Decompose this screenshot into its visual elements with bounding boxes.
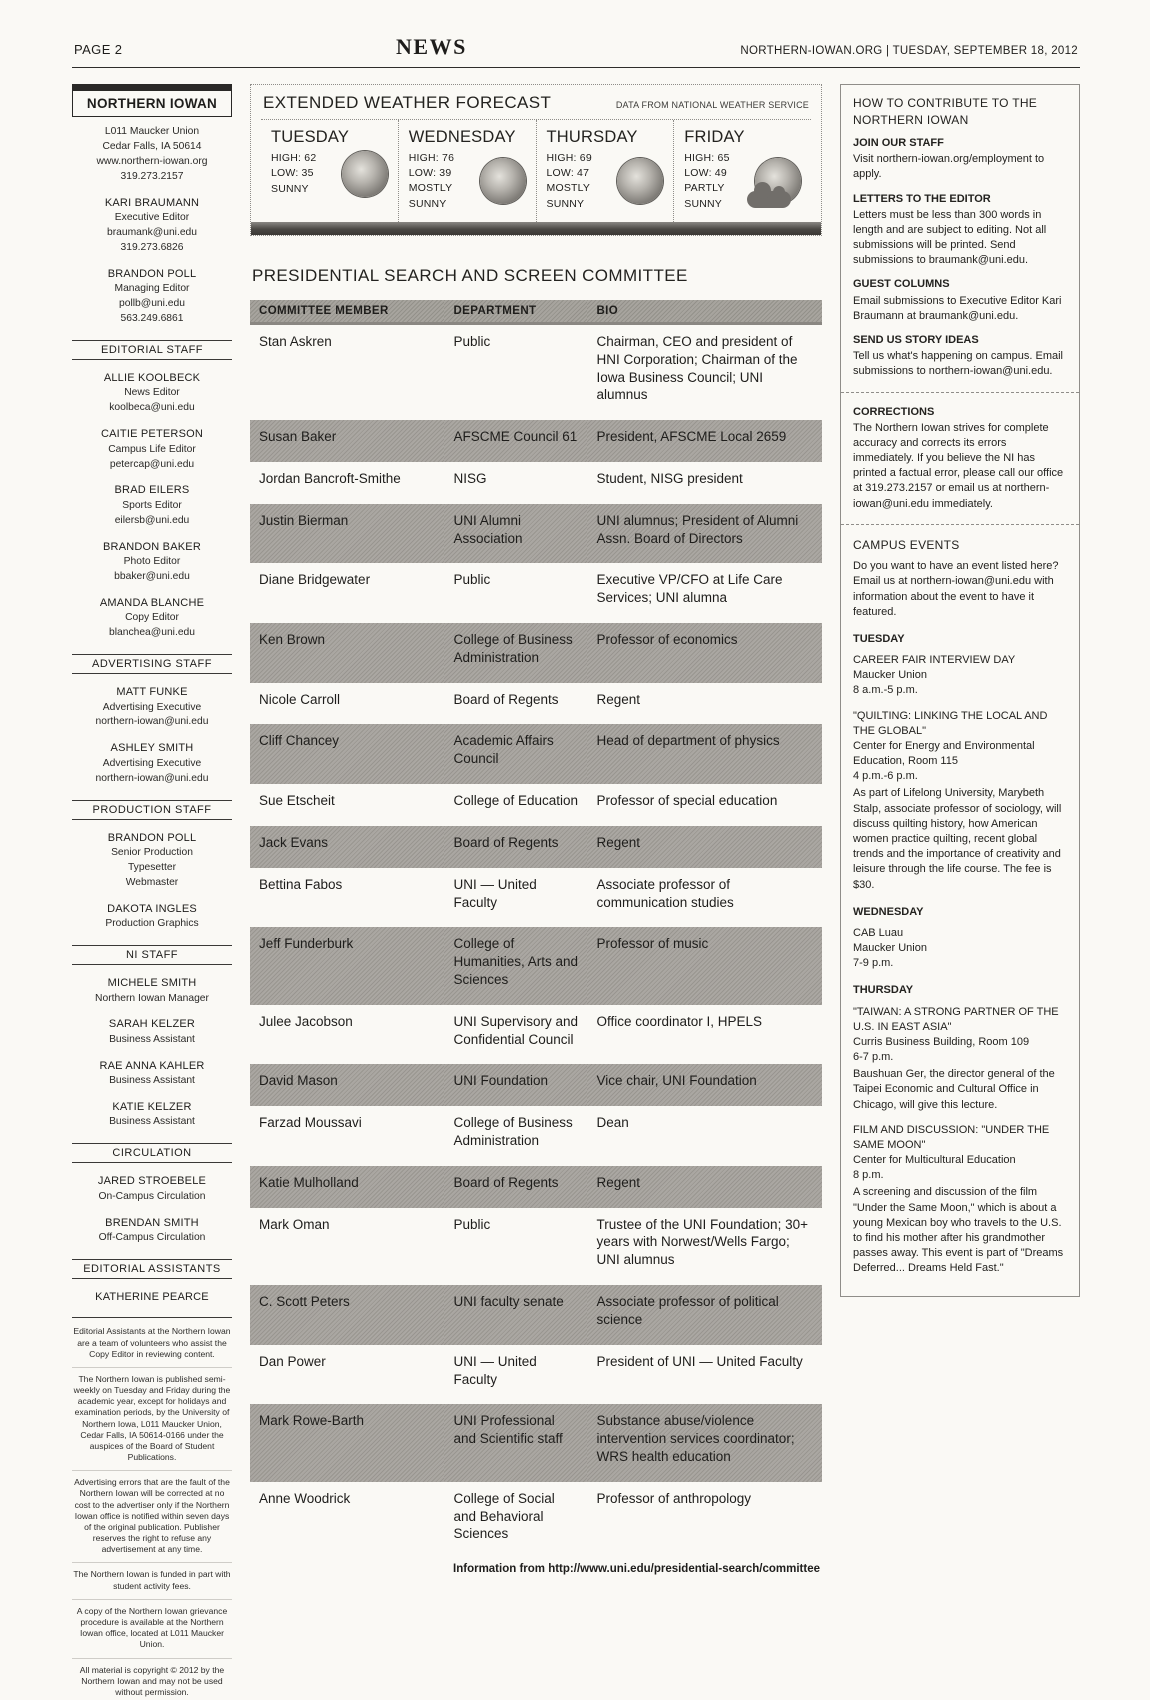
committee-row bbox=[250, 1345, 822, 1405]
staff-detail: northern-iowan@uni.edu bbox=[95, 772, 209, 784]
contribute-item bbox=[853, 192, 1067, 269]
weather-high: HIGH: 76 bbox=[408, 152, 455, 164]
masthead-body bbox=[72, 117, 232, 1698]
weather-low: LOW: 35 bbox=[271, 167, 314, 180]
member-bio: President, AFSCME Local 2659 bbox=[587, 420, 822, 462]
corrections-body: The Northern Iowan strives for complete accuracy and corrects its errors immediately. If you believe the NI has printed a factual error, please call our office at 319.273.2157 or email us at northern-iowan@uni.edu immediately. bbox=[853, 421, 1064, 510]
masthead-address-line: 319.273.2157 bbox=[120, 170, 184, 182]
contribute-item-heading: JOIN OUR STAFF bbox=[853, 137, 944, 150]
staff-detail: Managing Editor bbox=[114, 283, 190, 295]
committee-row bbox=[250, 724, 822, 784]
masthead-note: The Northern Iowan is published semi-weekly on Tuesday and Friday during the academic year, except for holidays and examination periods, by the University of Northern Iowa, L011 Maucker Union, Cedar Falls, IA 50614-0166 under the auspices of the Board of Student Publications. bbox=[72, 1367, 232, 1463]
staff-detail: Senior Production bbox=[111, 847, 193, 859]
event-detail: Maucker Union bbox=[853, 942, 927, 955]
column-header: DEPARTMENT bbox=[444, 300, 587, 324]
member-name: Mark Oman bbox=[259, 1216, 330, 1232]
event-day-heading: WEDNESDAY bbox=[853, 905, 924, 918]
committee-row bbox=[250, 1208, 822, 1285]
weather-low: LOW: 47 bbox=[546, 167, 590, 180]
staff-entry bbox=[72, 483, 232, 528]
member-name: Sue Etscheit bbox=[259, 793, 335, 809]
committee-row bbox=[250, 462, 822, 504]
event-detail: Maucker Union bbox=[853, 669, 927, 682]
staff-name: DAKOTA INGLES bbox=[107, 902, 197, 915]
staff-detail: Off-Campus Circulation bbox=[98, 1232, 206, 1244]
staff-detail: braumank@uni.edu bbox=[106, 227, 198, 238]
committee-row bbox=[250, 927, 822, 1004]
member-name: Julee Jacobson bbox=[259, 1013, 353, 1029]
staff-entry bbox=[72, 196, 232, 256]
member-name: Jack Evans bbox=[250, 826, 444, 868]
member-name: Nicole Carroll bbox=[259, 691, 341, 707]
committee-row bbox=[250, 504, 822, 564]
masthead-section-heading: EDITORIAL ASSISTANTS bbox=[72, 1259, 232, 1279]
masthead-section-heading: PRODUCTION STAFF bbox=[72, 800, 232, 820]
staff-entry bbox=[72, 1174, 232, 1204]
member-department: Board of Regents bbox=[444, 826, 587, 868]
member-bio: Regent bbox=[596, 691, 641, 707]
contribute-section bbox=[853, 95, 1067, 380]
corrections-section bbox=[853, 405, 1067, 512]
contribute-item-body: Visit northern-iowan.org/employment to apply. bbox=[853, 153, 1045, 181]
campus-events-section bbox=[853, 537, 1067, 1277]
member-bio: Professor of anthropology bbox=[596, 1490, 752, 1506]
weather-day-detail bbox=[271, 151, 392, 197]
staff-entry bbox=[72, 685, 232, 730]
member-department: UNI Professional and Scientific staff bbox=[444, 1404, 587, 1481]
masthead-note: A copy of the Northern Iowan grievance procedure is available at the Northern Iowan office, located at L011 Maucker Union. bbox=[72, 1599, 232, 1651]
staff-entry bbox=[72, 1100, 232, 1130]
staff-detail: Typesetter bbox=[127, 861, 177, 873]
weather-low: LOW: 39 bbox=[408, 167, 452, 180]
staff-name: BRANDON POLL bbox=[107, 267, 197, 280]
member-bio: Executive VP/CFO at Life Care Services; UNI alumna bbox=[596, 572, 783, 606]
masthead-address-line: Cedar Falls, IA 50614 bbox=[102, 140, 202, 152]
event-day-heading: TUESDAY bbox=[853, 632, 905, 645]
member-name: C. Scott Peters bbox=[250, 1285, 444, 1345]
member-department: UNI Foundation bbox=[444, 1064, 587, 1106]
committee-row bbox=[250, 1005, 822, 1065]
committee-title: PRESIDENTIAL SEARCH AND SCREEN COMMITTEE bbox=[252, 265, 688, 285]
staff-entry bbox=[72, 427, 232, 472]
staff-detail: News Editor bbox=[124, 387, 180, 399]
staff-entry bbox=[72, 1059, 232, 1089]
staff-name: BRAD EILERS bbox=[114, 484, 190, 497]
member-bio: Associate professor of communication studies bbox=[596, 876, 734, 910]
contribute-item bbox=[853, 333, 1067, 380]
weather-day bbox=[537, 120, 675, 222]
event-item bbox=[853, 709, 1067, 893]
column-header: BIO bbox=[587, 300, 822, 324]
event-item bbox=[853, 1123, 1067, 1277]
masthead-section-heading: ADVERTISING STAFF bbox=[72, 654, 232, 674]
weather-condition: PARTLY SUNNY bbox=[684, 182, 725, 210]
weather-days bbox=[261, 119, 811, 222]
member-department: UNI — United Faculty bbox=[453, 876, 537, 910]
weather-condition: SUNNY bbox=[271, 182, 309, 195]
member-bio: Trustee of the UNI Foundation; 30+ years with Norwest/Wells Fargo; UNI alumnus bbox=[596, 1216, 808, 1268]
member-name: Justin Bierman bbox=[250, 504, 444, 564]
weather-title: EXTENDED WEATHER FORECAST bbox=[263, 93, 552, 112]
member-name: Farzad Moussavi bbox=[259, 1115, 362, 1131]
member-department: UNI Alumni Association bbox=[444, 504, 587, 564]
dashed-divider bbox=[841, 524, 1079, 525]
weather-condition: MOSTLY SUNNY bbox=[408, 182, 453, 210]
staff-detail: Business Assistant bbox=[109, 1033, 195, 1045]
staff-entry bbox=[72, 976, 232, 1006]
member-name: Diane Bridgewater bbox=[259, 572, 371, 588]
committee-row bbox=[250, 1166, 822, 1208]
committee-row bbox=[250, 683, 822, 725]
event-title: CAREER FAIR INTERVIEW DAY bbox=[853, 654, 1016, 667]
contribute-item-body: Tell us what's happening on campus. Email submissions to northern-iowan@uni.edu. bbox=[853, 350, 1063, 378]
member-name: Anne Woodrick bbox=[259, 1490, 351, 1506]
weather-day bbox=[261, 120, 399, 222]
staff-name: CAITIE PETERSON bbox=[100, 428, 204, 441]
staff-detail: Business Assistant bbox=[109, 1116, 195, 1128]
member-department: Public bbox=[453, 572, 491, 588]
weather-day-name: THURSDAY bbox=[546, 128, 638, 146]
campus-events-intro: Do you want to have an event listed here? Email us at northern-iowan@uni.edu with information about the event to have it featured. bbox=[853, 560, 1059, 618]
masthead-note: The Northern Iowan is funded in part with student activity fees. bbox=[72, 1562, 232, 1591]
event-detail: Center for Multicultural Education bbox=[853, 1154, 1016, 1167]
cloud-icon bbox=[747, 191, 791, 208]
contribute-item-body: Letters must be less than 300 words in length and are subject to editing. Not all submissions will be printed. Send submissions to braumank@uni.edu. bbox=[853, 208, 1047, 267]
member-department: Academic Affairs Council bbox=[444, 724, 587, 784]
committee-source-note: Information from http://www.uni.edu/presidential-search/committee bbox=[453, 1563, 820, 1576]
staff-detail: Business Assistant bbox=[109, 1075, 195, 1087]
event-item bbox=[853, 653, 1067, 699]
staff-entry bbox=[72, 902, 232, 932]
committee-row bbox=[250, 868, 822, 928]
member-department: Board of Regents bbox=[444, 1166, 587, 1208]
staff-detail: pollb@uni.edu bbox=[119, 298, 185, 310]
staff-entry bbox=[72, 741, 232, 786]
dashed-divider bbox=[841, 392, 1079, 393]
campus-events-title: CAMPUS EVENTS bbox=[853, 537, 960, 552]
member-department: College of Education bbox=[453, 793, 579, 809]
member-department: UNI faculty senate bbox=[444, 1285, 587, 1345]
event-detail: Center for Energy and Environmental Education, Room 115 bbox=[853, 739, 1035, 768]
staff-detail: Campus Life Editor bbox=[108, 443, 196, 455]
weather-low: LOW: 49 bbox=[684, 167, 727, 180]
committee-row bbox=[250, 1064, 822, 1106]
masthead-section-heading: CIRCULATION bbox=[72, 1143, 232, 1163]
weather-day-name: FRIDAY bbox=[684, 128, 745, 146]
event-title: "TAIWAN: A STRONG PARTNER OF THE U.S. IN EAST ASIA" bbox=[853, 1005, 1059, 1033]
staff-name: AMANDA BLANCHE bbox=[99, 596, 205, 609]
committee-section bbox=[250, 266, 822, 1575]
section-title: NEWS bbox=[396, 34, 467, 59]
weather-high: HIGH: 65 bbox=[684, 152, 730, 164]
event-title: CAB Luau bbox=[853, 926, 904, 939]
staff-detail: 319.273.6826 bbox=[120, 241, 184, 253]
contribute-title: HOW TO CONTRIBUTE TO THE NORTHERN IOWAN bbox=[853, 96, 1038, 127]
member-name: Susan Baker bbox=[250, 420, 444, 462]
staff-entry bbox=[72, 596, 232, 641]
staff-detail: Production Graphics bbox=[105, 918, 199, 930]
event-item bbox=[853, 926, 1067, 972]
member-bio: Office coordinator I, HPELS bbox=[596, 1013, 763, 1029]
member-bio: Professor of special education bbox=[596, 793, 778, 809]
member-bio: Associate professor of political science bbox=[587, 1285, 822, 1345]
weather-high: HIGH: 62 bbox=[271, 152, 317, 165]
staff-detail: Northern Iowan Manager bbox=[95, 992, 209, 1004]
committee-row bbox=[250, 563, 822, 623]
staff-detail: Sports Editor bbox=[122, 499, 182, 511]
committee-row bbox=[250, 420, 822, 462]
member-bio: Chairman, CEO and president of HNI Corporation; Chairman of the Iowa Business Council; UNI alumnus bbox=[596, 333, 798, 403]
staff-detail: Advertising Executive bbox=[102, 701, 202, 713]
member-department: UNI Supervisory and Confidential Council bbox=[453, 1013, 579, 1047]
member-bio: Student, NISG president bbox=[596, 470, 743, 486]
member-department: Public bbox=[453, 333, 491, 349]
member-name: Ken Brown bbox=[250, 623, 444, 683]
masthead-notes bbox=[72, 1317, 232, 1698]
member-bio: UNI alumnus; President of Alumni Assn. Board of Directors bbox=[587, 504, 822, 564]
staff-entry bbox=[72, 267, 232, 327]
staff-entry bbox=[72, 831, 232, 891]
staff-name: MICHELE SMITH bbox=[107, 977, 197, 990]
member-bio: Professor of economics bbox=[587, 623, 822, 683]
contribute-item bbox=[853, 136, 1067, 183]
weather-day-info bbox=[271, 151, 316, 197]
staff-entry bbox=[72, 1290, 232, 1305]
sun-cloud-icon bbox=[755, 158, 801, 204]
staff-name: JARED STROEBELE bbox=[97, 1175, 207, 1188]
staff-name: BRENDAN SMITH bbox=[105, 1216, 199, 1229]
masthead-note: Advertising errors that are the fault of the Northern Iowan will be corrected at no cost to the advertiser only if the Northern Iowan office is notified within seven days of the original publication. Publisher reserves the right to refuse any advertisement at any time. bbox=[72, 1470, 232, 1555]
committee-row bbox=[250, 623, 822, 683]
member-department: Board of Regents bbox=[453, 691, 559, 707]
staff-name: ASHLEY SMITH bbox=[110, 742, 194, 755]
staff-detail: blanchea@uni.edu bbox=[108, 627, 196, 639]
staff-detail: northern-iowan@uni.edu bbox=[95, 716, 209, 728]
masthead-sidebar bbox=[72, 84, 232, 1700]
member-bio: Professor of music bbox=[587, 927, 822, 1004]
committee-row bbox=[250, 323, 822, 420]
member-bio: Head of department of physics bbox=[587, 724, 822, 784]
staff-detail: Executive Editor bbox=[114, 212, 190, 224]
event-detail: 7-9 p.m. bbox=[853, 957, 894, 970]
staff-entry bbox=[72, 371, 232, 416]
event-description: As part of Lifelong University, Marybeth Stalp, associate professor of sociology, will discuss quilting history, how American women practice quilting, recent global trends and the importance of creativity and leisure through the life course. The fee is $30. bbox=[853, 787, 1062, 891]
member-department: UNI — United Faculty bbox=[453, 1353, 537, 1387]
staff-entry bbox=[72, 540, 232, 585]
contribute-item-heading: LETTERS TO THE EDITOR bbox=[853, 192, 991, 205]
committee-table bbox=[250, 300, 822, 1559]
masthead-note: All material is copyright © 2012 by the Northern Iowan and may not be used without permission. bbox=[72, 1658, 232, 1699]
member-name: Mark Rowe-Barth bbox=[250, 1404, 444, 1481]
staff-name: ALLIE KOOLBECK bbox=[103, 372, 201, 384]
event-detail: Curris Business Building, Room 109 bbox=[853, 1035, 1030, 1048]
staff-detail: eilersb@uni.edu bbox=[114, 514, 190, 526]
contribute-item-heading: SEND US STORY IDEAS bbox=[853, 333, 979, 346]
events-list bbox=[853, 632, 1067, 1277]
staff-detail: Webmaster bbox=[125, 876, 179, 888]
masthead-title: NORTHERN IOWAN bbox=[72, 84, 232, 117]
staff-name: SARAH KELZER bbox=[108, 1018, 196, 1031]
committee-row bbox=[250, 826, 822, 868]
committee-row bbox=[250, 1482, 822, 1559]
member-department: College of Business Administration bbox=[444, 623, 587, 683]
member-name: Stan Askren bbox=[259, 333, 332, 349]
staff-name: BRANDON POLL bbox=[107, 831, 197, 844]
event-detail: 8 a.m.-5 p.m. bbox=[853, 684, 918, 697]
staff-detail: bbaker@uni.edu bbox=[114, 571, 190, 583]
event-detail: 6-7 p.m. bbox=[853, 1051, 894, 1064]
member-department: College of Business Administration bbox=[453, 1115, 573, 1148]
member-bio: Substance abuse/violence intervention services coordinator; WRS health education bbox=[587, 1404, 822, 1481]
member-name: Cliff Chancey bbox=[250, 724, 444, 784]
staff-detail: Photo Editor bbox=[123, 556, 181, 568]
staff-name: KARI BRAUMANN bbox=[104, 196, 200, 209]
committee-row bbox=[250, 784, 822, 826]
event-day-heading: THURSDAY bbox=[853, 984, 914, 997]
weather-day bbox=[399, 120, 537, 222]
member-bio: Dean bbox=[596, 1115, 629, 1131]
weather-divider-bar bbox=[251, 222, 821, 235]
staff-detail: koolbeca@uni.edu bbox=[109, 402, 195, 414]
sun-icon bbox=[617, 158, 663, 204]
page-header bbox=[72, 34, 1080, 68]
right-rail bbox=[840, 84, 1080, 1297]
weather-day-info bbox=[409, 151, 471, 212]
masthead-address-line: L011 Maucker Union bbox=[104, 126, 200, 137]
staff-name: BRANDON BAKER bbox=[103, 540, 201, 553]
weather-forecast bbox=[250, 84, 822, 236]
staff-detail: 563.249.6861 bbox=[120, 313, 184, 325]
page-columns bbox=[72, 84, 1080, 1700]
weather-day-detail bbox=[684, 151, 805, 212]
staff-name: KATHERINE PEARCE bbox=[95, 1290, 209, 1303]
staff-detail: Advertising Executive bbox=[102, 757, 202, 769]
event-description: Baushuan Ger, the director general of the Taipei Economic and Cultural Office in Chicago, will give this lecture. bbox=[853, 1068, 1055, 1111]
committee-header-row bbox=[250, 300, 822, 324]
column-header: COMMITTEE MEMBER bbox=[250, 300, 444, 324]
main-column bbox=[250, 84, 822, 1575]
weather-day-info bbox=[547, 151, 609, 212]
sun-icon bbox=[342, 151, 388, 197]
event-item bbox=[853, 1005, 1067, 1113]
weather-source: DATA FROM NATIONAL WEATHER SERVICE bbox=[615, 100, 809, 110]
masthead-section-heading: NI STAFF bbox=[72, 945, 232, 965]
weather-day-name: TUESDAY bbox=[271, 128, 350, 146]
staff-name: KATIE KELZER bbox=[112, 1101, 192, 1114]
weather-day-detail bbox=[409, 151, 530, 212]
member-name: Jeff Funderburk bbox=[250, 927, 444, 1004]
event-title: "QUILTING: LINKING THE LOCAL AND THE GLOBAL" bbox=[853, 709, 1048, 737]
site-date: NORTHERN-IOWAN.ORG | TUESDAY, SEPTEMBER 18, 2012 bbox=[740, 45, 1078, 57]
committee-row bbox=[250, 1285, 822, 1345]
member-name: Katie Mulholland bbox=[250, 1166, 444, 1208]
weather-high: HIGH: 69 bbox=[546, 152, 592, 164]
member-department: College of Social and Behavioral Sciences bbox=[453, 1490, 555, 1542]
event-title: FILM AND DISCUSSION: "UNDER THE SAME MOON" bbox=[853, 1123, 1050, 1151]
staff-entry bbox=[72, 1216, 232, 1246]
member-name: Dan Power bbox=[259, 1353, 326, 1369]
weather-header bbox=[261, 93, 811, 119]
member-bio: Vice chair, UNI Foundation bbox=[587, 1064, 822, 1106]
masthead-note: Editorial Assistants at the Northern Iowan are a team of volunteers who assist the Copy Editor in reviewing content. bbox=[73, 1326, 231, 1359]
member-name: Bettina Fabos bbox=[259, 876, 343, 892]
committee-row bbox=[250, 1106, 822, 1166]
weather-condition: MOSTLY SUNNY bbox=[546, 182, 590, 210]
weather-day-detail bbox=[547, 151, 668, 212]
member-name: David Mason bbox=[250, 1064, 444, 1106]
member-department: College of Humanities, Arts and Sciences bbox=[444, 927, 587, 1004]
contribute-item bbox=[853, 277, 1067, 324]
masthead-address-line: www.northern-iowan.org bbox=[96, 155, 208, 167]
member-bio: Regent bbox=[587, 826, 822, 868]
member-name: Jordan Bancroft-Smithe bbox=[259, 470, 401, 486]
staff-name: MATT FUNKE bbox=[116, 686, 188, 699]
contribute-item-body: Email submissions to Executive Editor Kari Braumann at braumank@uni.edu. bbox=[853, 294, 1062, 322]
weather-day bbox=[674, 120, 811, 222]
member-bio: Regent bbox=[587, 1166, 822, 1208]
contribute-items bbox=[853, 136, 1067, 379]
committee-row bbox=[250, 1404, 822, 1481]
weather-day-name: WEDNESDAY bbox=[408, 128, 516, 146]
weather-day-info bbox=[684, 151, 746, 212]
contribute-item-heading: GUEST COLUMNS bbox=[853, 278, 950, 291]
member-bio: President of UNI — United Faculty bbox=[596, 1353, 803, 1369]
member-department: AFSCME Council 61 bbox=[444, 420, 587, 462]
member-department: NISG bbox=[453, 470, 487, 486]
page-number: PAGE 2 bbox=[74, 42, 123, 57]
staff-detail: Copy Editor bbox=[125, 612, 179, 624]
staff-detail: On-Campus Circulation bbox=[98, 1190, 206, 1202]
staff-detail: petercap@uni.edu bbox=[109, 458, 195, 470]
member-department: Public bbox=[453, 1216, 491, 1232]
event-detail: 8 p.m. bbox=[853, 1169, 884, 1182]
corrections-title: CORRECTIONS bbox=[853, 405, 935, 418]
event-description: A screening and discussion of the film "Under the Same Moon," which is about a young Mexican boy who travels to the U.S. to find his mother after his grandmother passes away. This event is part of "Dreams Deferred... Dreams Held Fast." bbox=[853, 1186, 1064, 1275]
event-detail: 4 p.m.-6 p.m. bbox=[853, 770, 918, 783]
masthead-section-heading: EDITORIAL STAFF bbox=[72, 340, 232, 360]
sun-icon bbox=[480, 158, 526, 204]
staff-entry bbox=[72, 1017, 232, 1047]
staff-name: RAE ANNA KAHLER bbox=[99, 1059, 205, 1072]
